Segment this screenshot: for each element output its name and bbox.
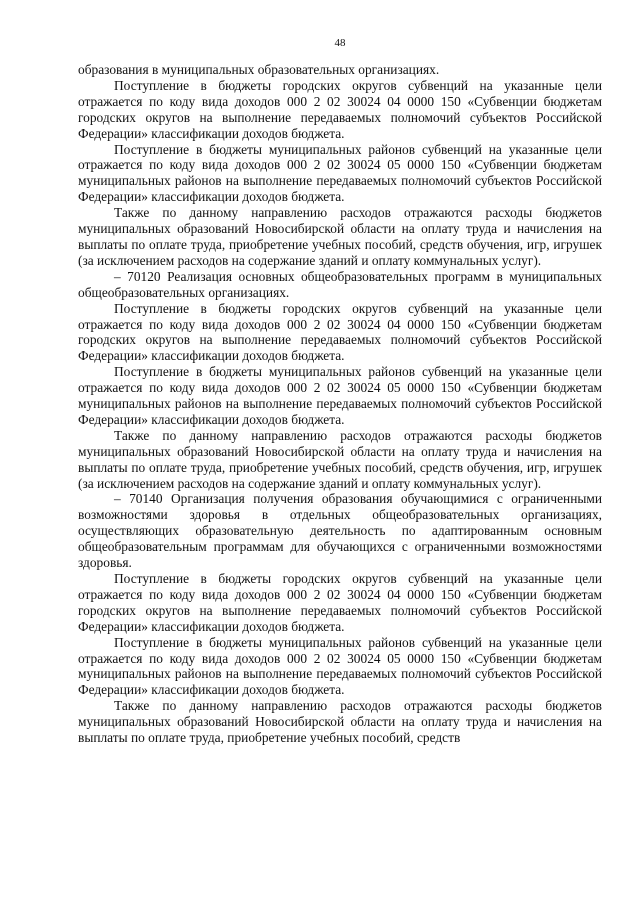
paragraph: Также по данному направлению расходов отражаются расходы бюджетов муниципальных образований Новосибирской области на оплату труда и начисления на выплаты по оплате труда, приобретение учебных пособий, средств (78, 698, 602, 746)
paragraph: Поступление в бюджеты городских округов субвенций на указанные цели отражается по коду вида доходов 000 2 02 30024 04 0000 150 «Субвенции бюджетам городских округов на выполнение передаваемых полномочий субъектов Российской Федерации» классификации доходов бюджета. (78, 571, 602, 634)
page-number: 48 (334, 37, 346, 49)
document-body (78, 62, 602, 746)
paragraph: – 70120 Реализация основных общеобразовательных программ в муниципальных общеобразовательных организациях. (78, 268, 602, 300)
paragraph: Поступление в бюджеты муниципальных районов субвенций на указанные цели отражается по коду вида доходов 000 2 02 30024 05 0000 150 «Субвенции бюджетам муниципальных районов на выполнение передаваемых полномочий субъектов Российской Федерации» классификации доходов бюджета. (78, 634, 602, 698)
paragraph: Также по данному направлению расходов отражаются расходы бюджетов муниципальных образований Новосибирской области на оплату труда и начисления на выплаты по оплате труда, приобретение учебных пособий, средств обучения, игр, игрушек (за исключением расходов на содержание зданий и оплату коммунальных услуг). (78, 205, 602, 268)
paragraph: Поступление в бюджеты муниципальных районов субвенций на указанные цели отражается по коду вида доходов 000 2 02 30024 05 0000 150 «Субвенции бюджетам муниципальных районов на выполнение передаваемых полномочий субъектов Российской Федерации» классификации доходов бюджета. (78, 141, 602, 205)
paragraph: Также по данному направлению расходов отражаются расходы бюджетов муниципальных образований Новосибирской области на оплату труда и начисления на выплаты по оплате труда, приобретение учебных пособий, средств обучения, игр, игрушек (за исключением расходов на содержание зданий и оплату коммунальных услуг). (78, 427, 602, 491)
paragraph: Поступление в бюджеты муниципальных районов субвенций на указанные цели отражается по коду вида доходов 000 2 02 30024 05 0000 150 «Субвенции бюджетам муниципальных районов на выполнение передаваемых полномочий субъектов Российской Федерации» классификации доходов бюджета. (78, 364, 602, 427)
paragraph: образования в муниципальных образовательных организациях. (78, 62, 440, 77)
paragraph: – 70140 Организация получения образования обучающимися с ограниченными возможностями здоровья в отдельных общеобразовательных организациях, осуществляющих образовательную деятельность по адаптированным основным общеобразовательным программам для обучающихся с ограниченными возможностями здоровья. (78, 491, 602, 571)
paragraph: Поступление в бюджеты городских округов субвенций на указанные цели отражается по коду вида доходов 000 2 02 30024 04 0000 150 «Субвенции бюджетам городских округов на выполнение передаваемых полномочий субъектов Российской Федерации» классификации доходов бюджета. (78, 77, 602, 141)
paragraph: Поступление в бюджеты городских округов субвенций на указанные цели отражается по коду вида доходов 000 2 02 30024 04 0000 150 «Субвенции бюджетам городских округов на выполнение передаваемых полномочий субъектов Российской Федерации» классификации доходов бюджета. (78, 300, 602, 364)
